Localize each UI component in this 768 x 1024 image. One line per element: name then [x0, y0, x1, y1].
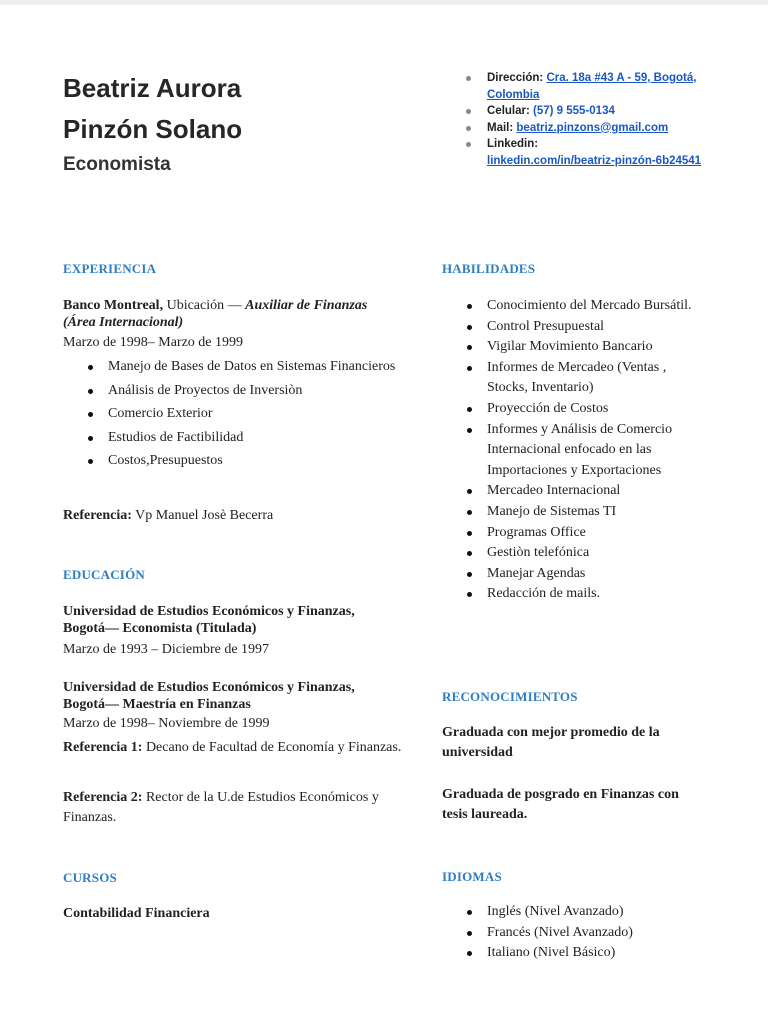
name-second-line: Pinzón Solano	[63, 114, 243, 144]
idiomas-list	[463, 902, 713, 964]
list-item: Programas Office	[463, 523, 695, 544]
education-entry-1-title: Universidad de Estudios Económicos y Finanzas, Bogotá— Economista (Titulada)	[63, 604, 355, 636]
list-item: Manejo de Bases de Datos en Sistemas Financieros	[84, 355, 404, 379]
linkedin-label: Linkedin:	[487, 138, 539, 150]
list-item: Conocimiento del Mercado Bursátil.	[463, 296, 695, 317]
contact-address	[462, 70, 730, 103]
education-entry-1-dates: Marzo de 1993 – Diciembre de 1997	[63, 642, 270, 657]
award-item-2: Graduada de posgrado en Finanzas con tesis laureada.	[442, 787, 679, 822]
cursos-heading: CURSOS	[63, 870, 117, 885]
mail-label: Mail:	[487, 121, 514, 134]
list-item: Gestiòn telefónica	[463, 543, 695, 564]
top-border	[0, 0, 768, 5]
reconocimientos-heading: RECONOCIMIENTOS	[442, 689, 578, 704]
reference-label: Referencia:	[63, 508, 132, 523]
idiomas-heading: IDIOMAS	[442, 869, 502, 884]
education-reference-2	[63, 788, 408, 828]
list-item: Manejar Agendas	[463, 564, 695, 585]
education-reference-1	[63, 738, 408, 758]
list-item: Estudios de Factibilidad	[84, 426, 404, 450]
reference-2-label: Referencia 2:	[63, 790, 143, 805]
job-role: Auxiliar de Finanzas (Área Internacional)	[63, 298, 368, 330]
list-item: Inglés (Nivel Avanzado)	[463, 902, 713, 923]
experiencia-list	[84, 355, 404, 473]
list-item: Vigilar Movimiento Bancario	[463, 337, 695, 358]
educacion-heading: EDUCACIÓN	[63, 567, 145, 582]
mail-link[interactable]: beatriz.pinzons@gmail.com	[516, 121, 669, 134]
contact-list	[462, 70, 730, 169]
list-item: Informes y Análisis de Comercio Internacional enfocado en las Importaciones y Exportaciones	[463, 420, 695, 482]
profession-title: Economista	[63, 154, 171, 175]
experiencia-dates: Marzo de 1998– Marzo de 1999	[63, 335, 244, 350]
list-item: Análisis de Proyectos de Inversiòn	[84, 379, 404, 403]
reference-value: Vp Manuel Josè Becerra	[131, 508, 274, 523]
contact-phone	[462, 103, 730, 120]
phone-value: (57) 9 555-0134	[533, 105, 615, 117]
list-item: Francés (Nivel Avanzado)	[463, 923, 713, 944]
course-item: Contabilidad Financiera	[63, 906, 210, 921]
address-label: Dirección:	[487, 72, 544, 84]
list-item: Control Presupuestal	[463, 317, 695, 338]
award-item-1: Graduada con mejor promedio de la universidad	[442, 725, 660, 760]
linkedin-link[interactable]: linkedin.com/in/beatriz-pinzón-6b24541	[487, 154, 702, 167]
reference-1-label: Referencia 1:	[63, 740, 143, 755]
education-entry-2-title: Universidad de Estudios Económicos y Finanzas, Bogotá— Maestría en Finanzas	[63, 680, 355, 712]
reference-1-value: Decano de Facultad de Economía y Finanzas.	[142, 740, 402, 755]
experiencia-job-title	[63, 297, 393, 331]
list-item: Redacción de mails.	[463, 584, 695, 605]
list-item: Informes de Mercadeo (Ventas , Stocks, Inventario)	[463, 358, 695, 399]
habilidades-list	[463, 296, 695, 605]
education-entry-2-dates: Marzo de 1998– Noviembre de 1999	[63, 716, 270, 731]
list-item: Costos,Presupuestos	[84, 449, 404, 473]
address-link[interactable]: Cra. 18a #43 A - 59, Bogotá, Colombia	[487, 72, 697, 101]
experiencia-reference	[63, 506, 273, 526]
list-item: Proyección de Costos	[463, 399, 695, 420]
list-item: Manejo de Sistemas TI	[463, 502, 695, 523]
habilidades-heading: HABILIDADES	[442, 261, 536, 276]
contact-mail	[462, 120, 730, 137]
phone-label: Celular:	[487, 105, 530, 117]
experiencia-heading: EXPERIENCIA	[63, 261, 157, 276]
name-first-line: Beatriz Aurora	[63, 73, 242, 103]
location-separator: Ubicación —	[163, 298, 246, 313]
list-item: Italiano (Nivel Básico)	[463, 943, 713, 964]
company-name: Banco Montreal,	[63, 298, 164, 313]
contact-linkedin	[462, 136, 730, 169]
reference-2-value: Rector de la U.de Estudios Económicos y Finanzas.	[63, 790, 379, 825]
list-item: Comercio Exterior	[84, 402, 404, 426]
list-item: Mercadeo Internacional	[463, 481, 695, 502]
